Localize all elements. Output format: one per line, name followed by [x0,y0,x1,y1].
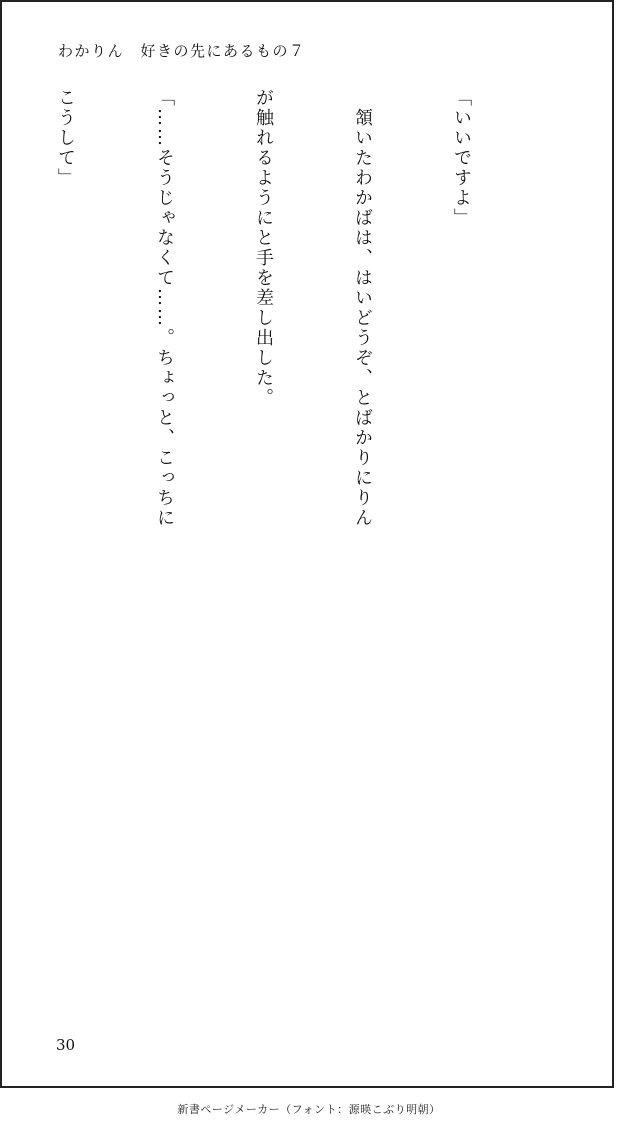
vertical-body-text [0,88,544,988]
running-header: わかりん 好きの先にあるもの７ [58,42,306,60]
text-line: が触れるようにと手を差し出した。 [253,88,274,408]
text-line: こうして」 [55,88,76,188]
text-line: 頷いたわかばは、はいどうぞ、とばかりにりん [352,88,373,528]
text-line: 「……そうじゃなくて……。ちょっと、こっちに [154,88,175,528]
page-number: 30 [56,1036,76,1054]
text-line: 「いいですよ」 [451,88,472,228]
footer-credit: 新書ページメーカー（フォント：源暎こぶり明朝） [177,1103,441,1116]
